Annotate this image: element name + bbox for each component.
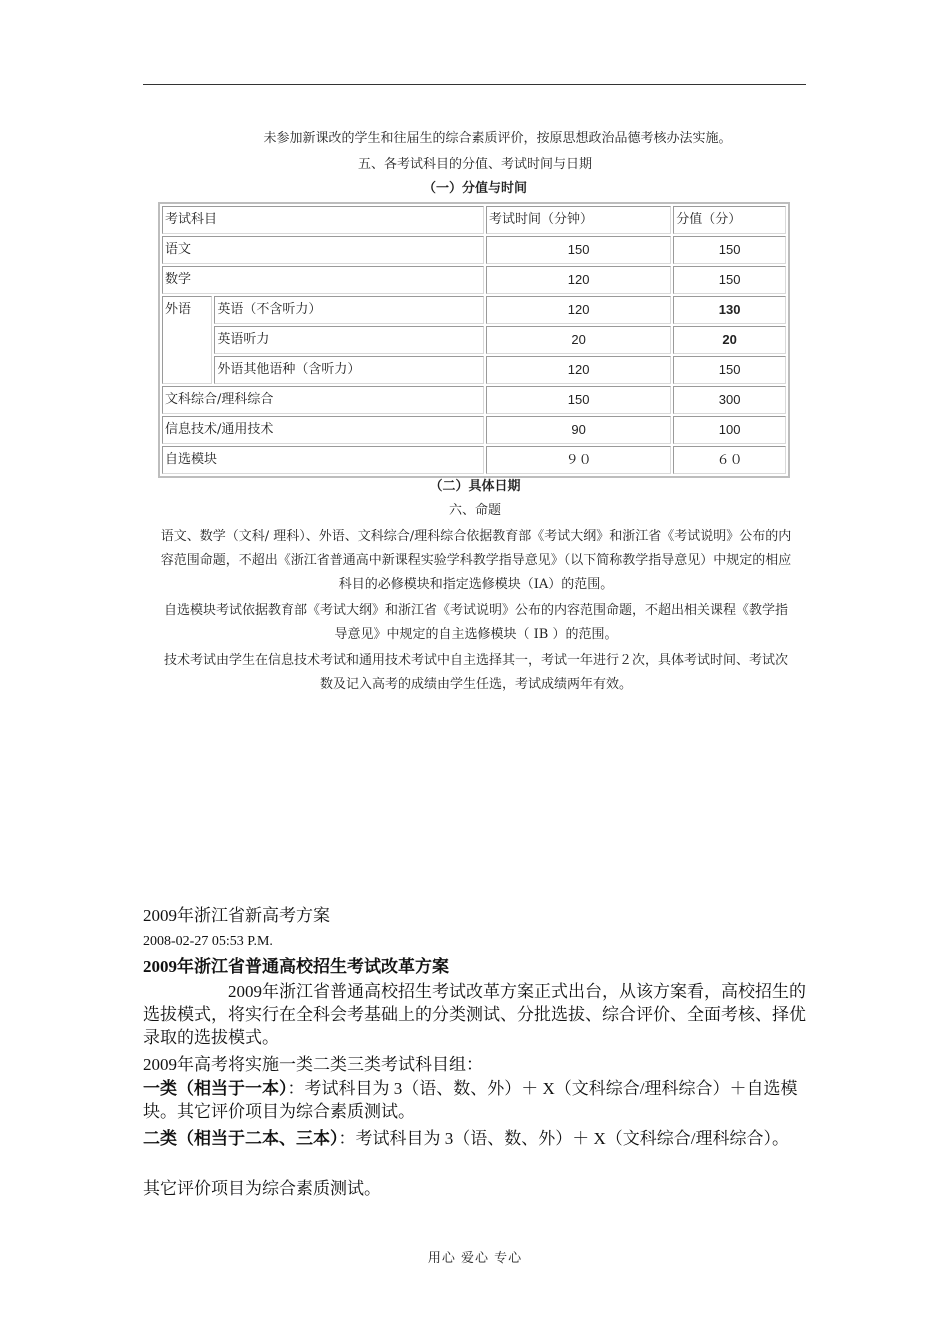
header-score: 分值（分） (673, 206, 786, 234)
header-rule (143, 84, 806, 85)
row-time: 150 (486, 236, 671, 264)
row-subject: 自选模块 (162, 446, 484, 474)
class2-label: 二类（相当于二本、三本） (143, 1129, 339, 1148)
section6-title: 六、命题 (448, 503, 501, 518)
paragraph-2: 自选模块考试依据教育部《考试大纲》和浙江省《考试说明》公布的内容范围命题，不超出相关课程《教学指导意见》中规定的自主选修模块（ IB ）的范围。 (163, 603, 788, 642)
table-row (162, 416, 786, 444)
table-row (162, 266, 786, 294)
row-score: 150 (673, 266, 786, 294)
article-heading-text: 2009年浙江省普通高校招生考试改革方案 (143, 957, 449, 976)
row-subject: 数学 (162, 266, 484, 294)
row-time: 120 (486, 296, 671, 324)
row-time: 150 (486, 386, 671, 414)
row-subject: 文科综合/理科综合 (162, 386, 484, 414)
row-time: 120 (486, 356, 671, 384)
row-score: 20 (673, 326, 786, 354)
section5-title: 五、各考试科目的分值、考试时间与日期 (357, 157, 592, 172)
row-time: ９０ (486, 446, 671, 474)
class1-label: 一类（相当于一本） (143, 1079, 288, 1098)
page-footer: 用心 爱心 专心 (427, 1251, 523, 1266)
row-score: 130 (673, 296, 786, 324)
row-score: 300 (673, 386, 786, 414)
class2-text: ：考试科目为 3（语、数、外）＋ X（文科综合/理科综合）。 (338, 1129, 789, 1148)
row-subject: 信息技术/通用技术 (162, 416, 484, 444)
row-group-foreign: 外语 (162, 296, 212, 384)
row-subject: 语文 (162, 236, 484, 264)
header-time: 考试时间（分钟） (486, 206, 671, 234)
top-note: 未参加新课改的学生和往届生的综合素质评价，按原思想政治品德考核办法实施。 (263, 131, 732, 146)
table-row (162, 296, 786, 324)
row-score: 150 (673, 356, 786, 384)
row-time: 90 (486, 416, 671, 444)
article-date: 2008-02-27 05:53 P.M. (143, 934, 273, 949)
row-subject: 英语听力 (214, 326, 484, 354)
table-row (162, 326, 786, 354)
paragraph-3: 技术考试由学生在信息技术考试和通用技术考试中自主选择其一，考试一年进行２次，具体考试时间、考试次数及记入高考的成绩由学生任选，考试成绩两年有效。 (163, 653, 788, 692)
table-row (162, 236, 786, 264)
sub2-title: （二）具体日期 (429, 479, 521, 494)
table-row (162, 356, 786, 384)
article-last-line: 其它评价项目为综合素质测试。 (143, 1179, 381, 1198)
class1-text: ：考试科目为 3（语、数、外）＋ X（文科综合/理科综合）＋自选模块。其它评价项目为综合素质测试。 (143, 1079, 798, 1121)
paragraph-1: 语文、数学（文科/ 理科）、外语、文科综合/理科综合依据教育部《考试大纲》和浙江省《考试说明》公布的内容范围命题，不超出《浙江省普通高中新课程实验学科教学指导意见》（以下简称教学指导意见）中规定的相应科目的必修模块和指定选修模块（IA）的范围。 (160, 529, 792, 592)
row-time: 20 (486, 326, 671, 354)
table-row (162, 446, 786, 474)
article-heading (143, 955, 811, 978)
article-intro: 2009年浙江省普通高校招生考试改革方案正式出台，从该方案看，高校招生的选拔模式，将实行在全科会考基础上的分类测试、分批选拔、综合评价、全面考核、择优录取的选拔模式。 (143, 982, 806, 1047)
row-subject: 英语（不含听力） (214, 296, 484, 324)
row-score: ６０ (673, 446, 786, 474)
article-title: 2009年浙江省新高考方案 (143, 906, 330, 925)
header-subject: 考试科目 (162, 206, 484, 234)
row-score: 100 (673, 416, 786, 444)
article-line1: 2009年高考将实施一类二类三类考试科目组： (143, 1055, 483, 1074)
row-subject: 外语其他语种（含听力） (214, 356, 484, 384)
class1-paragraph (143, 1077, 811, 1123)
sub1-title: （一）分值与时间 (422, 181, 527, 196)
table-row (162, 386, 786, 414)
class2-paragraph (143, 1127, 811, 1150)
table-header-row (162, 206, 786, 234)
score-time-table (158, 202, 790, 478)
row-score: 150 (673, 236, 786, 264)
row-time: 120 (486, 266, 671, 294)
